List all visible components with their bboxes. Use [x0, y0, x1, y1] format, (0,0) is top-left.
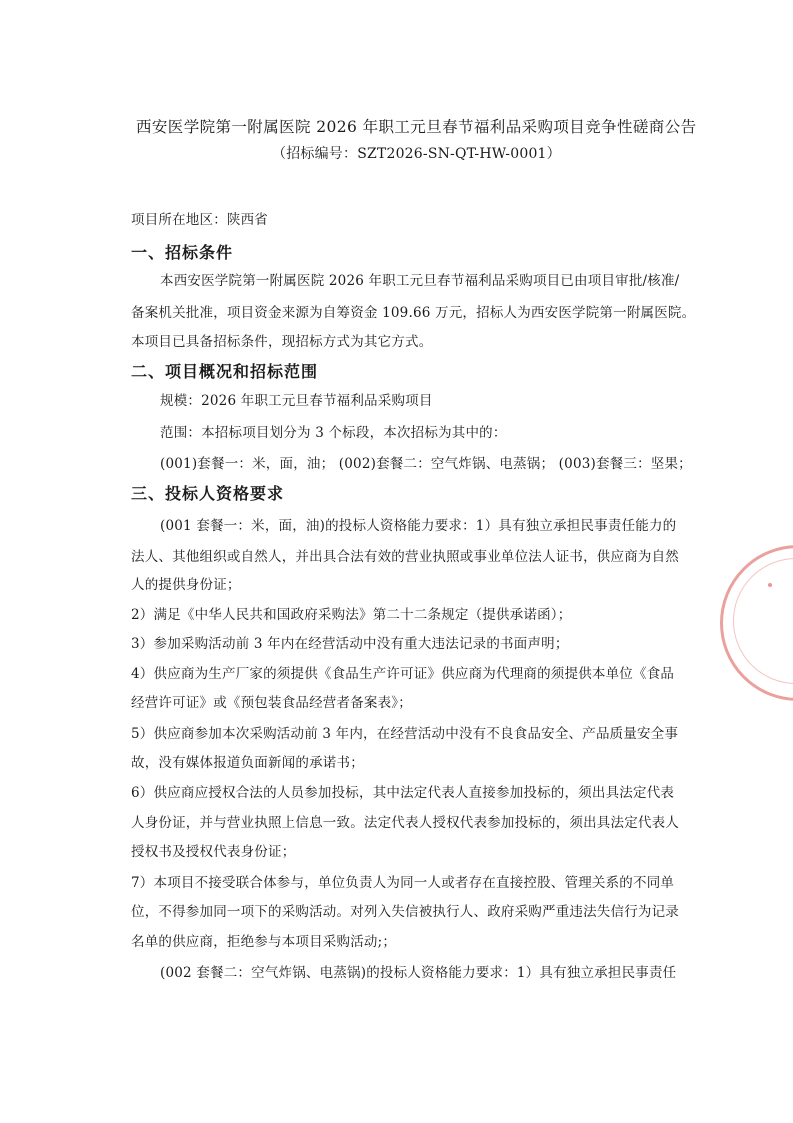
qualification-line: 6）供应商应授权合法的人员参加投标，其中法定代表人直接参加投标的，须出具法定代表: [131, 785, 675, 801]
red-seal-stamp-mark: [768, 583, 772, 587]
project-scope: 范围：本招标项目划分为 3 个标段，本次招标为其中的：: [160, 425, 507, 441]
qualification-line: 人身份证，并与营业执照上信息一致。法定代表人授权代表参加投标的，须出具法定代表人: [131, 815, 679, 831]
qualification-line: 故，没有媒体报道负面新闻的承诺书；: [131, 755, 364, 771]
section-3-heading: 三、投标人资格要求: [131, 484, 285, 503]
tender-number: （招标编号：SZT2026-SN-QT-HW-0001）: [272, 146, 561, 162]
qualification-line: 位，不得参加同一项下的采购活动。对列入失信被执行人、政府采购严重违法失信行为记录: [131, 904, 679, 920]
qualification-line: 人的提供身份证；: [131, 577, 241, 593]
qualification-line: 授权书及授权代表身份证；: [131, 844, 296, 860]
qualification-line: (002 套餐二：空气炸锅、电蒸锅)的投标人资格能力要求：1）具有独立承担民事责任: [160, 965, 677, 981]
project-scale: 规模：2026 年职工元旦春节福利品采购项目: [160, 393, 433, 409]
section-1-heading: 一、招标条件: [131, 243, 234, 262]
qualification-line: 2）满足《中华人民共和国政府采购法》第二十二条规定（提供承诺函）；: [131, 607, 572, 623]
qualification-line: 法人、其他组织或自然人，并出具合法有效的营业执照或事业单位法人证书，供应商为自然: [131, 549, 679, 565]
qualification-line: 经营许可证》或《预包装食品经营者备案表》；: [131, 695, 412, 711]
project-lots: (001)套餐一：米，面，油； (002)套餐二：空气炸锅、电蒸锅； (003)套餐三：坚果；: [160, 456, 692, 472]
document-title: 西安医学院第一附属医院 2026 年职工元旦春节福利品采购项目竞争性磋商公告: [136, 118, 697, 136]
qualification-line: 4）供应商为生产厂家的须提供《食品生产许可证》供应商为代理商的须提供本单位《食品: [131, 666, 675, 682]
qualification-line: 3）参加采购活动前 3 年内在经营活动中没有重大违法记录的书面声明；: [131, 636, 569, 652]
section-2-heading: 二、项目概况和招标范围: [131, 362, 319, 381]
project-location: 项目所在地区：陕西省: [131, 212, 268, 228]
section-1-paragraph-line: 本项目已具备招标条件，现招标方式为其它方式。: [131, 334, 433, 350]
qualification-line: 名单的供应商，拒绝参与本项目采购活动;；: [131, 934, 397, 950]
qualification-line: 7）本项目不接受联合体参与，单位负责人为同一人或者存在直接控股、管理关系的不同单: [131, 875, 675, 891]
section-1-paragraph-line: 备案机关批准，项目资金来源为自筹资金 109.66 万元，招标人为西安医学院第一附属医院。: [131, 305, 696, 321]
qualification-line: (001 套餐一：米，面，油)的投标人资格能力要求：1）具有独立承担民事责任能力的: [160, 518, 677, 534]
section-1-paragraph-line: 本西安医学院第一附属医院 2026 年职工元旦春节福利品采购项目已由项目审批/核准/: [160, 273, 680, 289]
qualification-line: 5）供应商参加本次采购活动前 3 年内，在经营活动中没有不良食品安全、产品质量安全事: [131, 726, 679, 742]
